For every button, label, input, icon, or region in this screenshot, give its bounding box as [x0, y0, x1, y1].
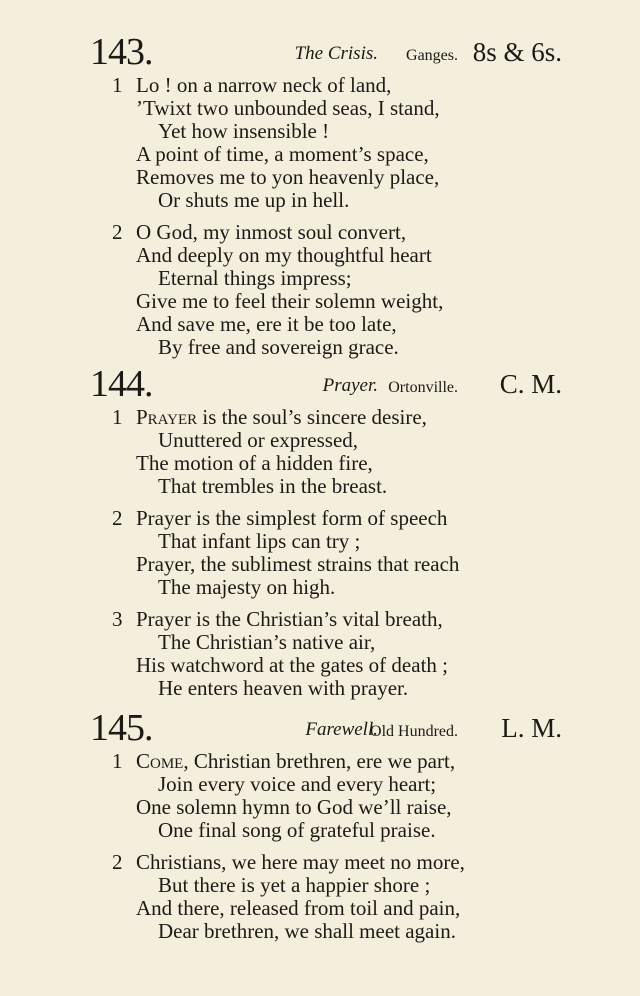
verse-line [0, 143, 640, 166]
hymn-144 [0, 362, 640, 700]
verse-line [0, 773, 640, 796]
verse-line [0, 74, 640, 97]
verse-line [0, 452, 640, 475]
verse-line [0, 120, 640, 143]
stanza [0, 507, 640, 599]
verse-line [0, 530, 640, 553]
verse-line [0, 576, 640, 599]
verse-line [0, 406, 640, 429]
verse-line [0, 507, 640, 530]
verse-line [0, 244, 640, 267]
hymn-header [0, 30, 640, 74]
verse-line [0, 874, 640, 897]
verse-text: But there is yet a happier shore ; [158, 873, 431, 897]
hymn-number: 143. [90, 31, 153, 73]
stanza-number: 2 [112, 850, 123, 874]
verse-line [0, 336, 640, 359]
verse-line [0, 750, 640, 773]
verse-text: Give me to feel their solemn weight, [136, 289, 444, 313]
stanza-number: 2 [112, 506, 123, 530]
verse-text: Lo ! on a narrow neck of land, [136, 73, 392, 97]
verse-text: And deeply on my thoughtful heart [136, 243, 432, 267]
verse-line [0, 475, 640, 498]
verse-text: Yet how insensible ! [158, 119, 330, 143]
hymn-header [0, 706, 640, 750]
verse-line [0, 97, 640, 120]
verse-line [0, 796, 640, 819]
stanza [0, 406, 640, 498]
verse-text: And save me, ere it be too late, [136, 312, 397, 336]
stanza-number: 1 [112, 73, 123, 97]
verse-text: Christians, we here may meet no more, [136, 850, 465, 874]
verse-text-rest: , Christian brethren, ere we part, [183, 749, 456, 773]
verse-text: And there, released from toil and pain, [136, 896, 461, 920]
verse-line [0, 654, 640, 677]
verse-line [0, 267, 640, 290]
verse-text: ’Twixt two unbounded seas, I stand, [136, 96, 440, 120]
verse-text: Eternal things impress; [158, 266, 352, 290]
hymn-title: The Crisis. [294, 43, 378, 64]
stanza [0, 750, 640, 842]
verse-line [0, 677, 640, 700]
verse-text: Dear brethren, we shall meet again. [158, 919, 456, 943]
verse-text: He enters heaven with prayer. [158, 676, 409, 700]
verse-text: Join every voice and every heart; [158, 772, 437, 796]
verse-text: Removes me to yon heavenly place, [136, 165, 440, 189]
verse-line [0, 553, 640, 576]
verse-line [0, 920, 640, 943]
hymn-tune: Ortonville. [388, 379, 458, 396]
hymn-header [0, 362, 640, 406]
verse-text: Or shuts me up in hell. [158, 188, 350, 212]
verse-text: One solemn hymn to God we’ll raise, [136, 795, 452, 819]
hymn-number: 144. [90, 363, 153, 405]
verse-text: His watchword at the gates of death ; [136, 653, 448, 677]
hymn-title: Farewell. [305, 719, 378, 740]
stanza-number: 3 [112, 607, 123, 631]
stanza [0, 851, 640, 943]
verse-line [0, 631, 640, 654]
verse-line [0, 313, 640, 336]
verse-line [0, 166, 640, 189]
verse-text: That infant lips can try ; [158, 529, 361, 553]
hymn-meter: C. M. [499, 369, 562, 399]
stanza [0, 74, 640, 212]
stanza [0, 221, 640, 359]
verse-text: The motion of a hidden fire, [136, 451, 373, 475]
stanza-number: 1 [112, 405, 123, 429]
verse-text: That trembles in the breast. [158, 474, 388, 498]
verse-line [0, 221, 640, 244]
verse-text: Prayer, the sublimest strains that reach [136, 552, 460, 576]
hymn-meter: L. M. [501, 713, 562, 743]
verse-text: By free and sovereign grace. [158, 335, 399, 359]
verse-text: One final song of grateful praise. [158, 818, 436, 842]
verse-text: The Christian’s native air, [158, 630, 376, 654]
verse-line [0, 897, 640, 920]
stanza-number: 1 [112, 749, 123, 773]
verse-text [136, 750, 455, 773]
verse-text: A point of time, a moment’s space, [136, 142, 429, 166]
hymn-tune: Old Hundred. [370, 723, 458, 740]
hymn-number: 145. [90, 707, 153, 749]
verse-line [0, 290, 640, 313]
verse-line [0, 851, 640, 874]
initial-word: Come [136, 749, 184, 773]
initial-word: Prayer [136, 405, 198, 429]
verse-line [0, 608, 640, 631]
hymn-meter: 8s & 6s. [472, 37, 562, 67]
verse-text [136, 406, 427, 429]
verse-text: Prayer is the simplest form of speech [136, 506, 448, 530]
verse-text: The majesty on high. [158, 575, 336, 599]
hymn-tune: Ganges. [406, 47, 458, 64]
hymn-143 [0, 30, 640, 359]
verse-text-rest: is the soul’s sincere desire, [197, 405, 427, 429]
verse-line [0, 189, 640, 212]
verse-text: Unuttered or expressed, [158, 428, 359, 452]
hymn-title: Prayer. [322, 375, 378, 396]
verse-text: O God, my inmost soul convert, [136, 220, 407, 244]
hymn-145 [0, 706, 640, 943]
stanza [0, 608, 640, 700]
verse-text: Prayer is the Christian’s vital breath, [136, 607, 443, 631]
verse-line [0, 429, 640, 452]
stanza-number: 2 [112, 220, 123, 244]
verse-line [0, 819, 640, 842]
